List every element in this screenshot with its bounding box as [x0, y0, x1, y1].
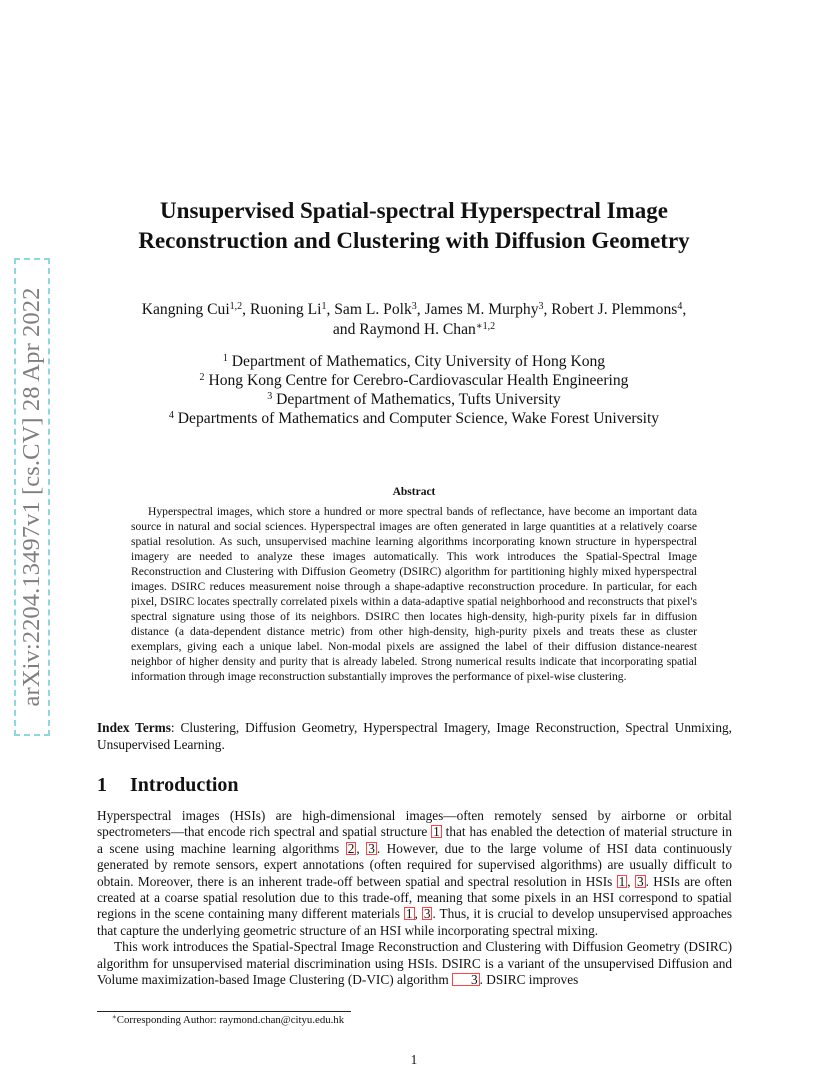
footnote-divider: [97, 1011, 351, 1012]
index-terms-text: : Clustering, Diffusion Geometry, Hyperspectral Imagery, Image Reconstruction, Spectral Unmixing, Unsupervised Learning.: [97, 720, 732, 752]
section-title: Introduction: [130, 774, 239, 796]
affiliation: $^1$ Department of Mathematics, City University of Hong Kong: [222, 353, 606, 370]
page-number: 1: [410, 1052, 418, 1067]
paper-title: Unsupervised Spatial-spectral Hyperspectral Image Reconstruction and Clustering with Diffusion Geometry: [138, 198, 690, 253]
author: Robert J. Plemmons$^4$,: [551, 301, 687, 318]
citation-link[interactable]: 3: [636, 873, 644, 889]
arxiv-identifier-box[interactable]: [14, 258, 50, 736]
citation-link[interactable]: 3: [452, 973, 480, 986]
index-terms-label: Index Terms: [97, 720, 171, 735]
index-terms: [97, 719, 732, 753]
citation-link[interactable]: 3: [423, 906, 431, 922]
abstract-text: Hyperspectral images, which store a hundred or more spectral bands of reflectance, have become an important data source in natural and social sciences. Hyperspectral images are often generated in large quantities at a relatively coarse spatial resolution. As such, unsupervised machine learning algorithms incorporating known structure in hyperspectral imagery are needed to analyze these images automatically. This work introduces the Spatial-Spectral Image Reconstruction and Clustering with Diffusion Geometry (DSIRC) algorithm for partitioning highly mixed hyperspectral images. DSIRC reduces measurement noise through a shape-adaptive reconstruction procedure. In particular, for each pixel, DSIRC locates spectrally correlated pixels within a data-adaptive spatial neighborhood and reconstructs that pixel's spectral signature using those of its neighbors. DSIRC then locates high-density, high-purity pixels far in diffusion distance (a data-dependent distance metric) from other high-density, high-purity pixels and treats these as cluster exemplars, giving each a unique label. Non-modal pixels are assigned the label of their diffusion distance-nearest neighbor of higher density and purity that is already labeled. Strong numerical results indicate that incorporating spatial information through image reconstruction substantially improves the performance of pixel-wise clustering.: [131, 505, 697, 683]
affiliation-list: [96, 352, 732, 428]
affiliation: $^3$ Department of Mathematics, Tufts University: [267, 391, 561, 408]
author: James M. Murphy$^3$,: [424, 301, 552, 318]
author: Kangning Cui$^{1,2}$,: [141, 301, 250, 318]
intro-paragraph-2: This work introduces the Spatial-Spectral Image Reconstruction and Clustering with Diffusion Geometry (DSIRC) algorithm for unsupervised material discrimination using HSIs. DSIRC is a variant of the unsupervised Diffusion and Volume maximization-based Image Clustering (D-VIC) algorithm 3 . DSIRC improves: [97, 939, 732, 988]
footnote: [112, 1014, 344, 1026]
citation-link[interactable]: 1: [618, 873, 626, 889]
citation-link[interactable]: 2: [347, 840, 355, 856]
footnote-text: Corresponding Author: raymond.chan@cityu.edu.hk: [116, 1014, 345, 1026]
corresponding-author: and Raymond H. Chan$^{∗1,2}$: [332, 321, 496, 338]
citation-link[interactable]: 3: [368, 840, 375, 856]
affiliation: $^4$ Departments of Mathematics and Computer Science, Wake Forest University: [168, 410, 660, 427]
citation-link[interactable]: 1: [433, 824, 440, 840]
affiliation: $^2$ Hong Kong Centre for Cerebro-Cardiovascular Health Engineering: [199, 372, 629, 389]
abstract-heading: Abstract: [392, 486, 436, 498]
section-number: 1: [97, 774, 107, 796]
author-list: [96, 300, 732, 340]
author: Sam L. Polk$^3$,: [334, 301, 425, 318]
author: Ruoning Li$^1$,: [249, 301, 335, 318]
intro-paragraph-1: Hyperspectral images (HSIs) are high-dimensional images—often remotely sensed by airborne or orbital spectrometers—that encode rich spectral and spatial structure 1 that has enabled the detection of material structure in a scene using machine learning algorithms 2 , 3 . However, due to the large volume of HSI data continuously generated by remote sensors, expert annotations (often required for supervised algorithms) are usually difficult to obtain. Moreover, there is an inherent trade-off between spatial and spectral resolution in HSIs 1 , 3 . HSIs are often created at a coarse spatial resolution due to this trade-off, meaning that some pixels in an HSI correspond to spatial regions in the scene containing many different materials 1 , 3 . Thus, it is crucial to develop unsupervised approaches that capture the underlying geometric structure of an HSI while incorporating spectral mixing.: [97, 808, 733, 938]
introduction-body: [97, 808, 732, 988]
footnote-mark: ∗: [112, 1013, 117, 1021]
citation-link[interactable]: 1: [405, 906, 413, 922]
arxiv-identifier[interactable]: arXiv:2204.13497v1 [cs.CV] 28 Apr 2022: [18, 287, 45, 707]
section-heading-introduction: [97, 774, 239, 797]
